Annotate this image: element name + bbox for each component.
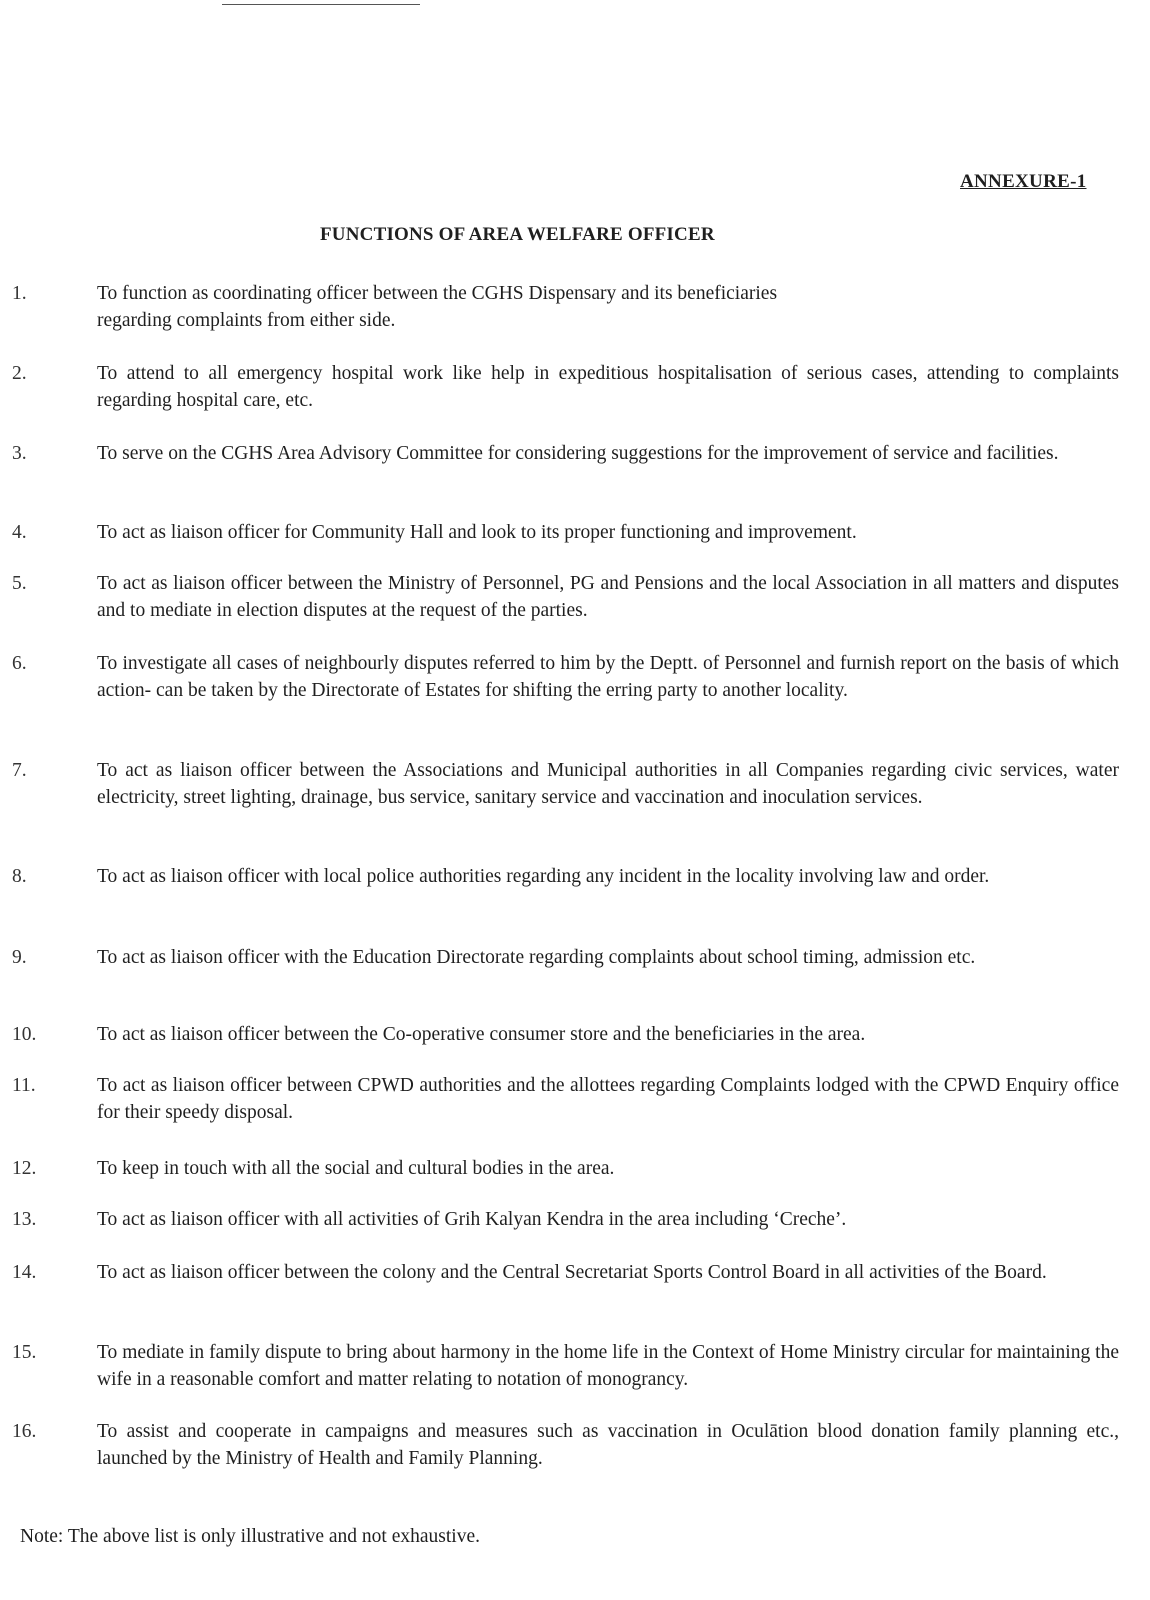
item-text: To serve on the CGHS Area Advisory Committee for considering suggestions for the improvement of service and facilities. xyxy=(97,443,1059,464)
item-text: To keep in touch with all the social and cultural bodies in the area. xyxy=(97,1158,615,1179)
item-text: To act as liaison officer with local police authorities regarding any incident in the locality involving law and order. xyxy=(97,866,990,887)
item-text: To act as liaison officer between the Associations and Municipal authorities in all Companies regarding civic services, water electricity, street lighting, drainage, bus service, sanitary service and vaccination and inoculation services. xyxy=(97,760,1119,808)
item-text: To act as liaison officer between the Co-operative consumer store and the beneficiaries in the area. xyxy=(97,1024,866,1045)
item-text: To investigate all cases of neighbourly disputes referred to him by the Deptt. of Personnel and furnish report on the basis of which action- can be taken by the Directorate of Estates for shifting the erring party to another locality. xyxy=(97,653,1119,701)
item-number: 8. xyxy=(12,866,27,887)
footnote: Note: The above list is only illustrative and not exhaustive. xyxy=(20,1526,480,1547)
item-number: 10. xyxy=(12,1024,37,1045)
item-number: 6. xyxy=(12,653,27,674)
item-number: 16. xyxy=(12,1421,37,1442)
item-number: 7. xyxy=(12,760,27,781)
item-number: 13. xyxy=(12,1209,37,1230)
item-number: 11. xyxy=(12,1075,36,1096)
item-number: 2. xyxy=(12,363,27,384)
item-text: To act as liaison officer with the Education Directorate regarding complaints about school timing, admission etc. xyxy=(97,947,976,968)
item-number: 5. xyxy=(12,573,27,594)
item-text: To act as liaison officer between the Ministry of Personnel, PG and Pensions and the local Association in all matters and disputes and to mediate in election disputes at the request of the parties. xyxy=(97,573,1119,621)
item-number: 9. xyxy=(12,947,27,968)
item-text: To act as liaison officer between the colony and the Central Secretariat Sports Control Board in all activities of the Board. xyxy=(97,1262,1047,1283)
item-number: 15. xyxy=(12,1342,37,1363)
item-text: To mediate in family dispute to bring about harmony in the home life in the Context of Home Ministry circular for maintaining the wife in a reasonable comfort and matter relating to notation of monograncy. xyxy=(97,1342,1119,1390)
item-text: To assist and cooperate in campaigns and measures such as vaccination in Oculātion blood donation family planning etc., launched by the Ministry of Health and Family Planning. xyxy=(97,1421,1119,1469)
item-text: To function as coordinating officer between the CGHS Dispensary and its beneficiaries regarding complaints from either side. xyxy=(97,283,778,331)
item-number: 1. xyxy=(12,283,27,304)
item-text: To act as liaison officer between CPWD authorities and the allottees regarding Complaints lodged with the CPWD Enquiry office for their speedy disposal. xyxy=(97,1075,1119,1123)
page-title: FUNCTIONS OF AREA WELFARE OFFICER xyxy=(320,224,715,245)
item-number: 12. xyxy=(12,1158,37,1179)
item-number: 3. xyxy=(12,443,27,464)
item-text: To attend to all emergency hospital work like help in expeditious hospitalisation of serious cases, attending to complaints regarding hospital care, etc. xyxy=(97,363,1119,411)
item-text: To act as liaison officer for Community Hall and look to its proper functioning and improvement. xyxy=(97,522,857,543)
annexure-label: ANNEXURE-1 xyxy=(960,171,1087,192)
item-text: To act as liaison officer with all activities of Grih Kalyan Kendra in the area including ‘Creche’. xyxy=(97,1209,847,1230)
item-number: 4. xyxy=(12,522,27,543)
item-number: 14. xyxy=(12,1262,37,1283)
top-scan-rule xyxy=(222,4,420,5)
